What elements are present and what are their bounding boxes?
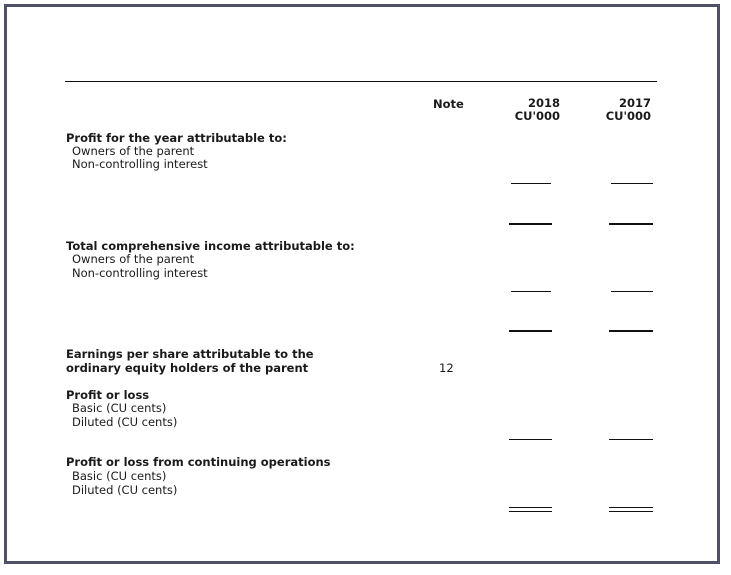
year-2018-header: 2018 — [527, 96, 560, 110]
cont-section-title: Profit or loss from continuing operations — [66, 455, 331, 469]
pl-rule-2018 — [509, 439, 552, 440]
unit-2017-header: CU'000 — [605, 109, 651, 123]
eps-note-ref: 12 — [439, 361, 454, 375]
pl-basic-label: Basic (CU cents) — [72, 401, 167, 415]
pl-rule-2017 — [609, 439, 653, 440]
cont-basic-label: Basic (CU cents) — [72, 469, 167, 483]
profit-nci-label: Non-controlling interest — [72, 157, 208, 171]
note-header: Note — [433, 97, 464, 111]
tci-total-rule-2017 — [609, 330, 653, 332]
tci-nci-label: Non-controlling interest — [72, 266, 208, 280]
eps-title-line2: ordinary equity holders of the parent — [66, 361, 309, 375]
tci-owners-label: Owners of the parent — [72, 252, 195, 266]
tci-subtotal-rule-2018 — [511, 291, 551, 292]
profit-subtotal-rule-2018 — [511, 183, 551, 184]
cont-double-rule-2018 — [509, 507, 552, 512]
unit-2018-header: CU'000 — [514, 109, 560, 123]
profit-owners-label: Owners of the parent — [72, 144, 195, 158]
pl-diluted-label: Diluted (CU cents) — [72, 415, 178, 429]
profit-total-rule-2017 — [609, 223, 653, 225]
tci-total-rule-2018 — [509, 330, 552, 332]
eps-title-line1: Earnings per share attributable to the — [66, 347, 314, 361]
cont-double-rule-2017 — [609, 507, 653, 512]
year-2017-header: 2017 — [618, 96, 651, 110]
profit-total-rule-2018 — [509, 223, 552, 225]
pl-section-title: Profit or loss — [66, 388, 150, 402]
tci-section-title: Total comprehensive income attributable to: — [66, 239, 355, 253]
profit-subtotal-rule-2017 — [611, 183, 653, 184]
tci-subtotal-rule-2017 — [611, 291, 653, 292]
cont-diluted-label: Diluted (CU cents) — [72, 483, 178, 497]
top-rule — [65, 81, 657, 82]
profit-section-title: Profit for the year attributable to: — [66, 131, 287, 145]
